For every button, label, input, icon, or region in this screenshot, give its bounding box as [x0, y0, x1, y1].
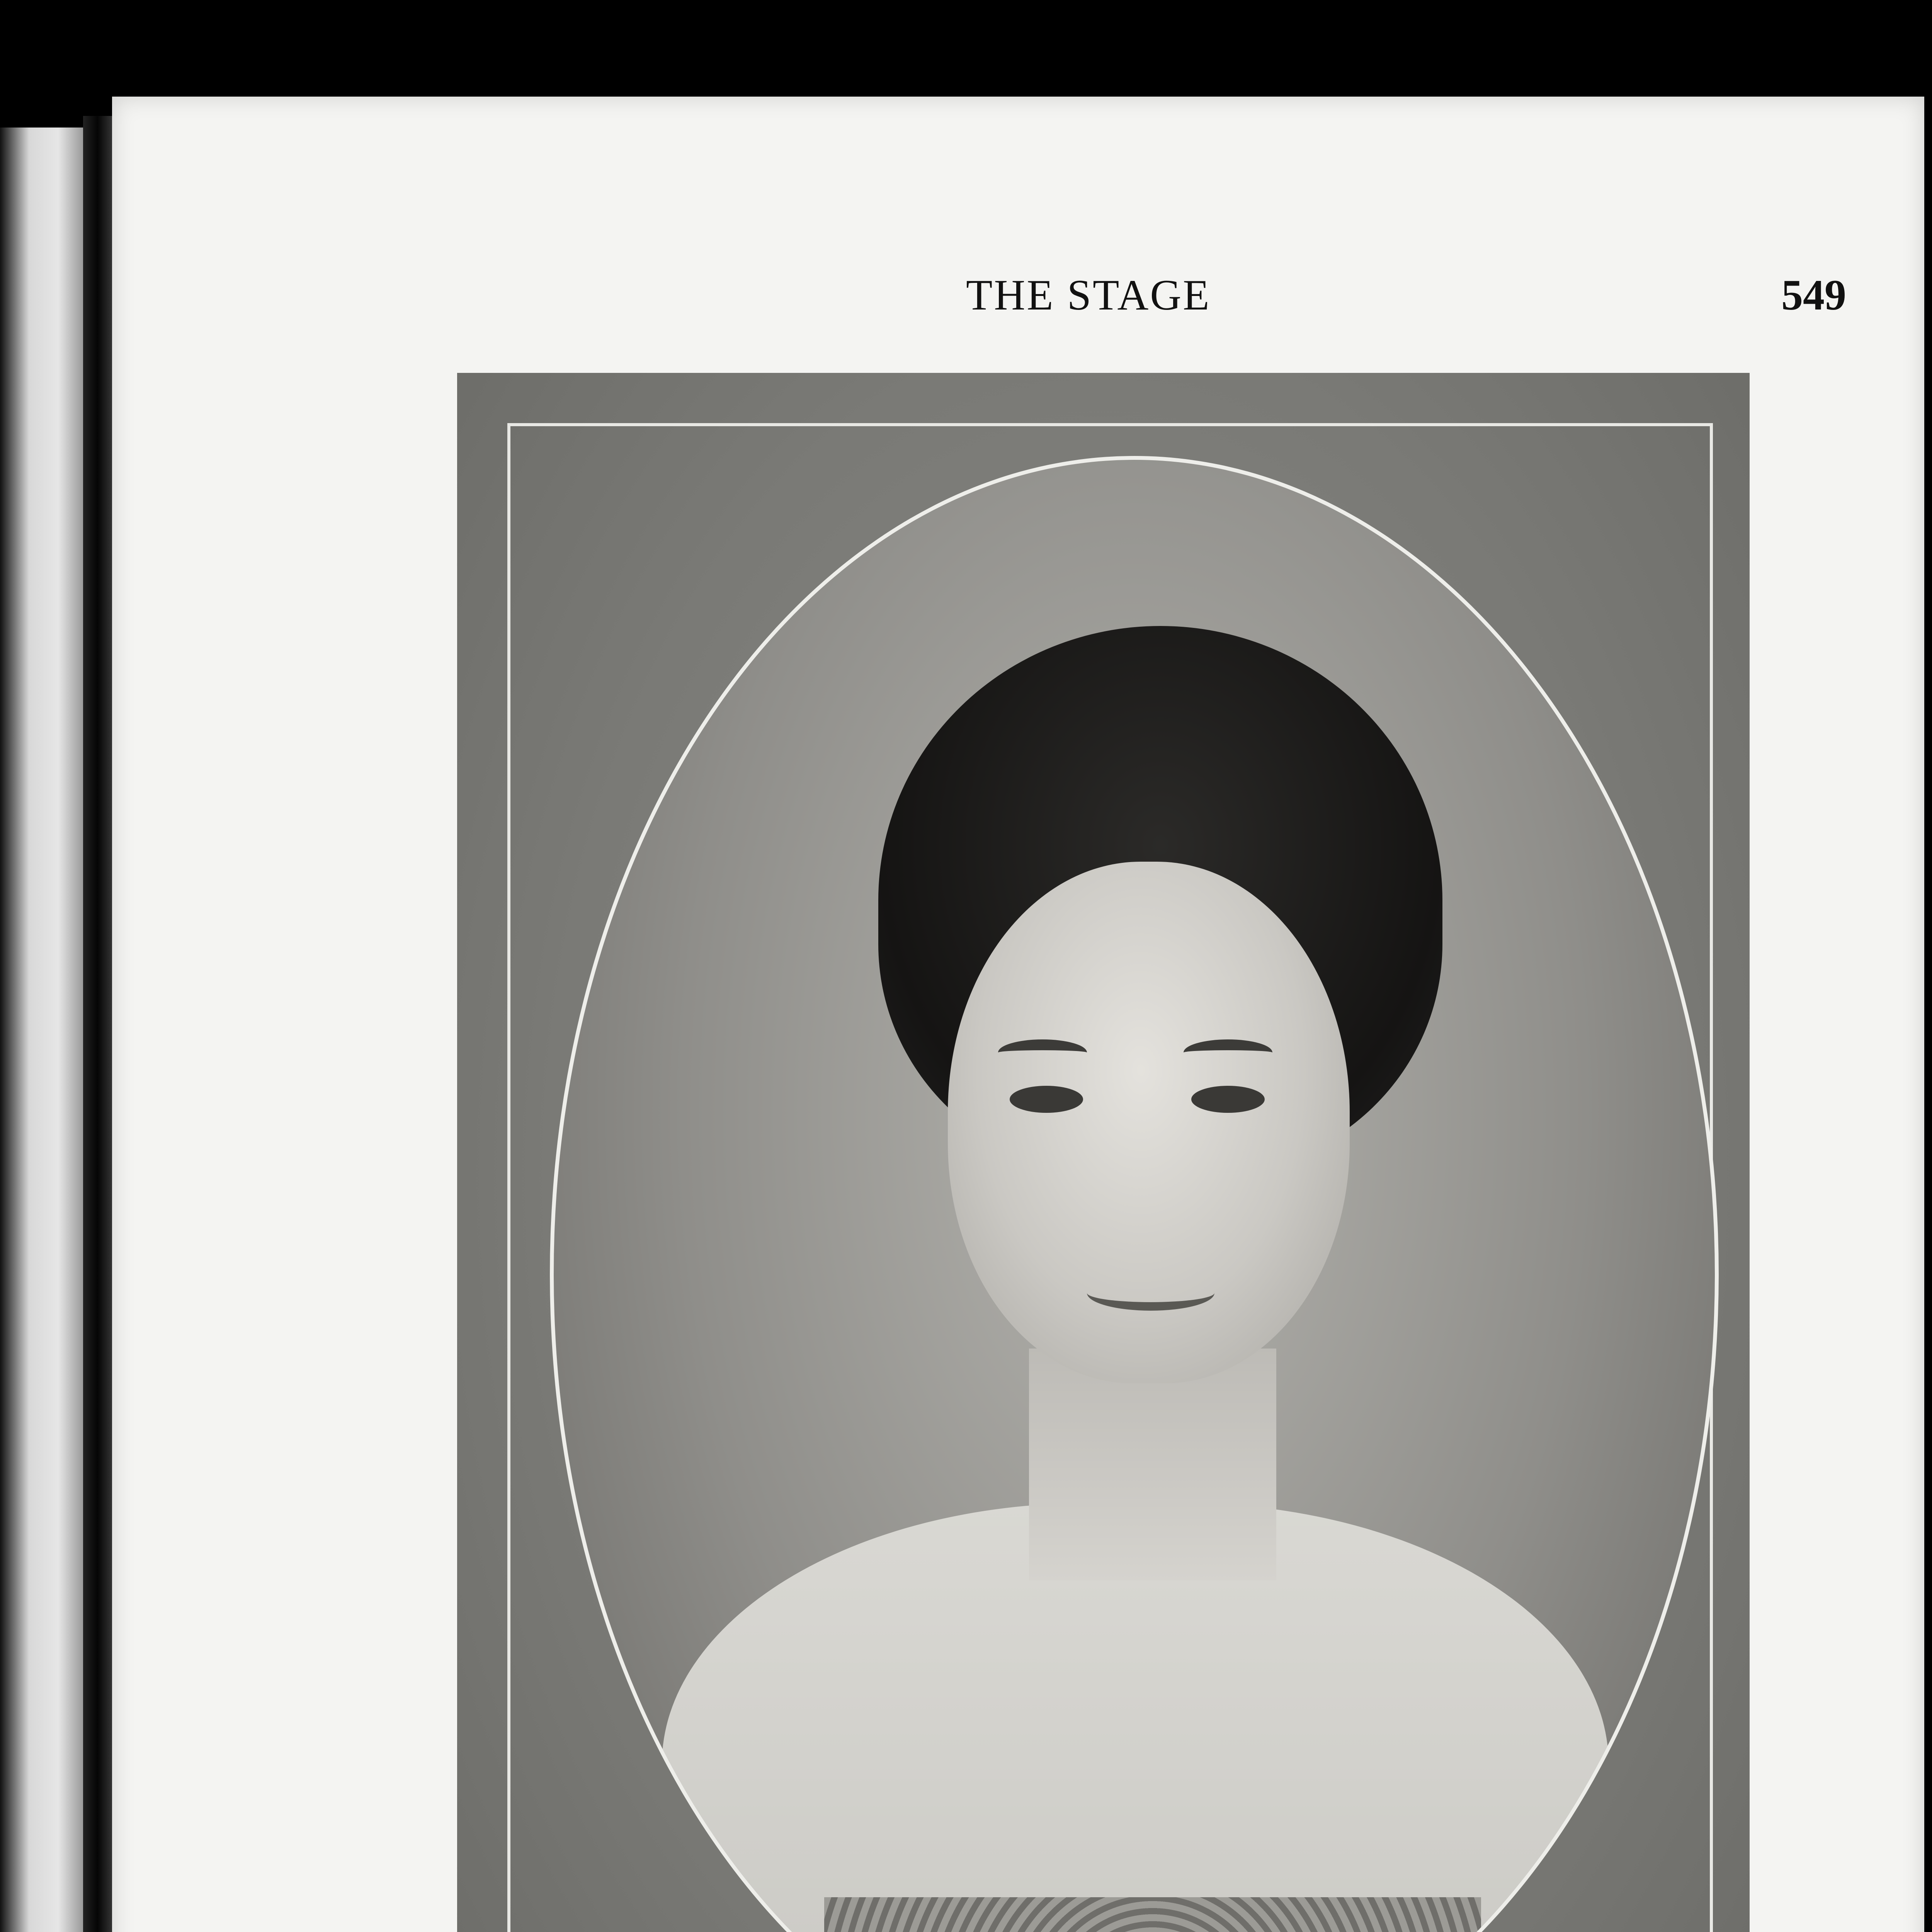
portrait-left-eye	[1010, 1086, 1083, 1113]
scan-border	[1924, 97, 1932, 1932]
book-gutter	[83, 116, 112, 1932]
previous-page-edge	[0, 128, 83, 1932]
portrait-left-brow	[998, 1039, 1087, 1066]
page-number: 549	[1781, 271, 1846, 319]
portrait-right-brow	[1184, 1039, 1272, 1066]
portrait-bodice	[824, 1897, 1481, 1932]
portrait-right-eye	[1191, 1086, 1265, 1113]
portrait-mouth	[1087, 1275, 1214, 1311]
portrait-neck	[1029, 1349, 1276, 1580]
running-head: THE STAGE	[966, 271, 1211, 319]
portrait-photograph	[457, 373, 1750, 1932]
